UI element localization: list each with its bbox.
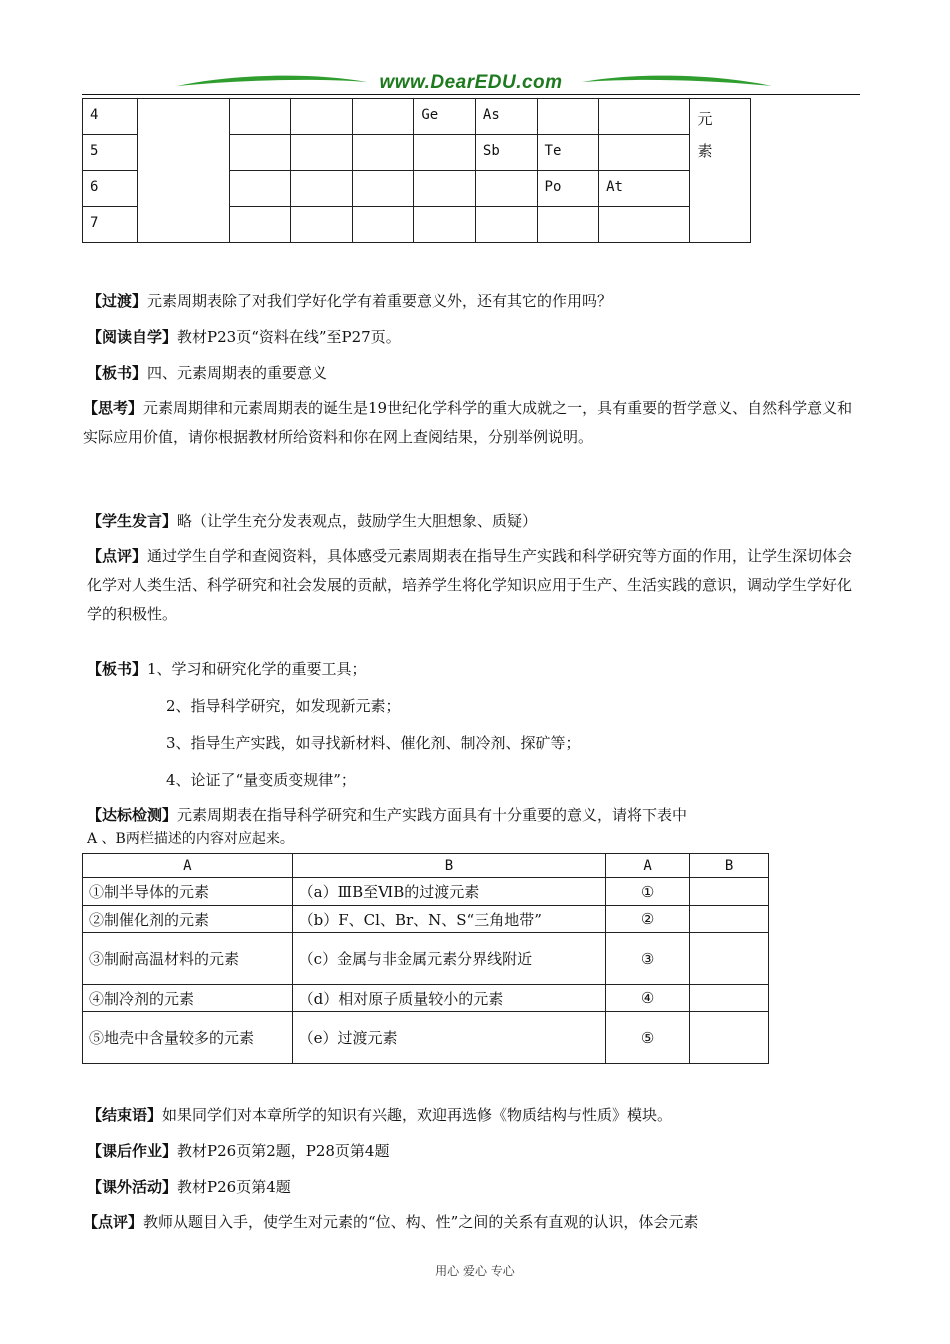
element-cell: Sb <box>475 135 537 171</box>
reading-paragraph: 【阅读自学】教材P23页“资料在线”至P27页。 <box>87 328 401 346</box>
page-header <box>82 66 860 98</box>
period-cell: 5 <box>83 135 138 171</box>
period-cell: 6 <box>83 171 138 207</box>
element-cell: Ge <box>414 99 476 135</box>
element-cell <box>599 99 690 135</box>
element-cell: As <box>475 99 537 135</box>
element-cell <box>599 207 690 243</box>
board-list-item: 4、论证了“量变质变规律”； <box>166 771 356 789</box>
item-b: （d）相对原子质量较小的元素 <box>292 985 606 1012</box>
element-cell <box>352 135 414 171</box>
final-comment-paragraph: 【点评】教师从题目入手，使学生对元素的“位、构、性”之间的关系有直观的认识，体会元素 <box>83 1213 699 1231</box>
board-list-item: 3、指导生产实践，如寻找新材料、催化剂、制冷剂、探矿等； <box>166 734 581 752</box>
period-cell: 7 <box>83 207 138 243</box>
table-row <box>83 906 769 933</box>
activity-paragraph: 【课外活动】教材P26页第4题 <box>87 1178 291 1196</box>
item-b: （c）金属与非金属元素分界线附近 <box>292 933 606 985</box>
column-header: A <box>83 854 293 878</box>
table-row <box>83 985 769 1012</box>
item-a: ②制催化剂的元素 <box>83 906 293 933</box>
header-rule <box>82 94 860 95</box>
element-cell <box>537 207 599 243</box>
period-cell: 4 <box>83 99 138 135</box>
periodic-table <box>82 98 751 243</box>
comment-paragraph: 【点评】通过学生自学和查阅资料，具体感受元素周期表在指导生产实践和科学研究等方面的作用，让学生深切体会化学对人类生活、科学研究和社会发展的贡献，培养学生将化学知识应用于生产、生活实践的意识，调动学生学好化学的积极性。 <box>87 547 853 623</box>
item-b: （b）F、Cl、Br、N、S“三角地带” <box>292 906 606 933</box>
element-cell <box>229 171 291 207</box>
table-row <box>83 933 769 985</box>
item-a: ③制耐高温材料的元素 <box>83 933 293 985</box>
item-num: ① <box>606 878 690 906</box>
element-cell <box>475 171 537 207</box>
column-header: B <box>292 854 606 878</box>
answer-cell[interactable] <box>690 985 769 1012</box>
item-num: ⑤ <box>606 1012 690 1064</box>
element-cell <box>537 99 599 135</box>
column-header: B <box>690 854 769 878</box>
page-footer: 用心 爱心 专心 <box>435 1264 515 1278</box>
board-heading-paragraph: 【板书】四、元素周期表的重要意义 <box>87 364 328 382</box>
element-cell <box>229 135 291 171</box>
item-num: ② <box>606 906 690 933</box>
answer-cell[interactable] <box>690 933 769 985</box>
element-cell <box>352 171 414 207</box>
item-a: ④制冷剂的元素 <box>83 985 293 1012</box>
table-row <box>83 99 751 135</box>
test-paragraph: 【达标检测】元素周期表在指导科学研究和生产实践方面具有十分重要的意义，请将下表中 <box>87 806 688 824</box>
item-num: ③ <box>606 933 690 985</box>
answer-cell[interactable] <box>690 878 769 906</box>
table-row <box>83 878 769 906</box>
matching-table <box>82 853 769 1064</box>
site-logo-text: www.DearEDU.com <box>379 72 563 93</box>
item-b: （a）ⅢB至ⅥB的过渡元素 <box>292 878 606 906</box>
item-num: ④ <box>606 985 690 1012</box>
element-cell: At <box>599 171 690 207</box>
column-header: A <box>606 854 690 878</box>
answer-cell[interactable] <box>690 1012 769 1064</box>
element-cell: Po <box>537 171 599 207</box>
empty-cell <box>138 99 229 243</box>
element-cell <box>291 99 353 135</box>
board-list-paragraph: 【板书】1、学习和研究化学的重要工具； <box>87 660 367 678</box>
element-cell <box>414 207 476 243</box>
item-a: ⑤地壳中含量较多的元素 <box>83 1012 293 1064</box>
student-speech-paragraph: 【学生发言】略（让学生充分发表观点，鼓励学生大胆想象、质疑） <box>87 512 538 530</box>
closing-paragraph: 【结束语】如果同学们对本章所学的知识有兴趣，欢迎再选修《物质结构与性质》模块。 <box>87 1106 673 1124</box>
table-header-row <box>83 854 769 878</box>
test-paragraph-line2: A 、B两栏描述的内容对应起来。 <box>87 831 294 847</box>
element-cell <box>414 171 476 207</box>
item-b: （e）过渡元素 <box>292 1012 606 1064</box>
element-cell <box>352 99 414 135</box>
table-row <box>83 1012 769 1064</box>
element-cell <box>599 135 690 171</box>
element-cell <box>291 171 353 207</box>
element-cell <box>291 207 353 243</box>
element-cell <box>352 207 414 243</box>
board-list-item: 2、指导科学研究，如发现新元素； <box>166 697 401 715</box>
element-cell <box>229 207 291 243</box>
think-paragraph: 【思考】元素周期律和元素周期表的诞生是19世纪化学科学的重大成就之一，具有重要的哲学意义、自然科学意义和实际应用价值，请你根据教材所给资料和你在网上查阅结果，分别举例说明。 <box>83 399 853 446</box>
answer-cell[interactable] <box>690 906 769 933</box>
side-label: 元 素 <box>690 99 751 243</box>
element-cell <box>229 99 291 135</box>
transition-paragraph: 【过渡】元素周期表除了对我们学好化学有着重要意义外，还有其它的作用吗？ <box>87 292 613 310</box>
element-cell <box>291 135 353 171</box>
element-cell <box>414 135 476 171</box>
element-cell <box>475 207 537 243</box>
homework-paragraph: 【课后作业】教材P26页第2题，P28页第4题 <box>87 1142 390 1160</box>
element-cell: Te <box>537 135 599 171</box>
item-a: ①制半导体的元素 <box>83 878 293 906</box>
